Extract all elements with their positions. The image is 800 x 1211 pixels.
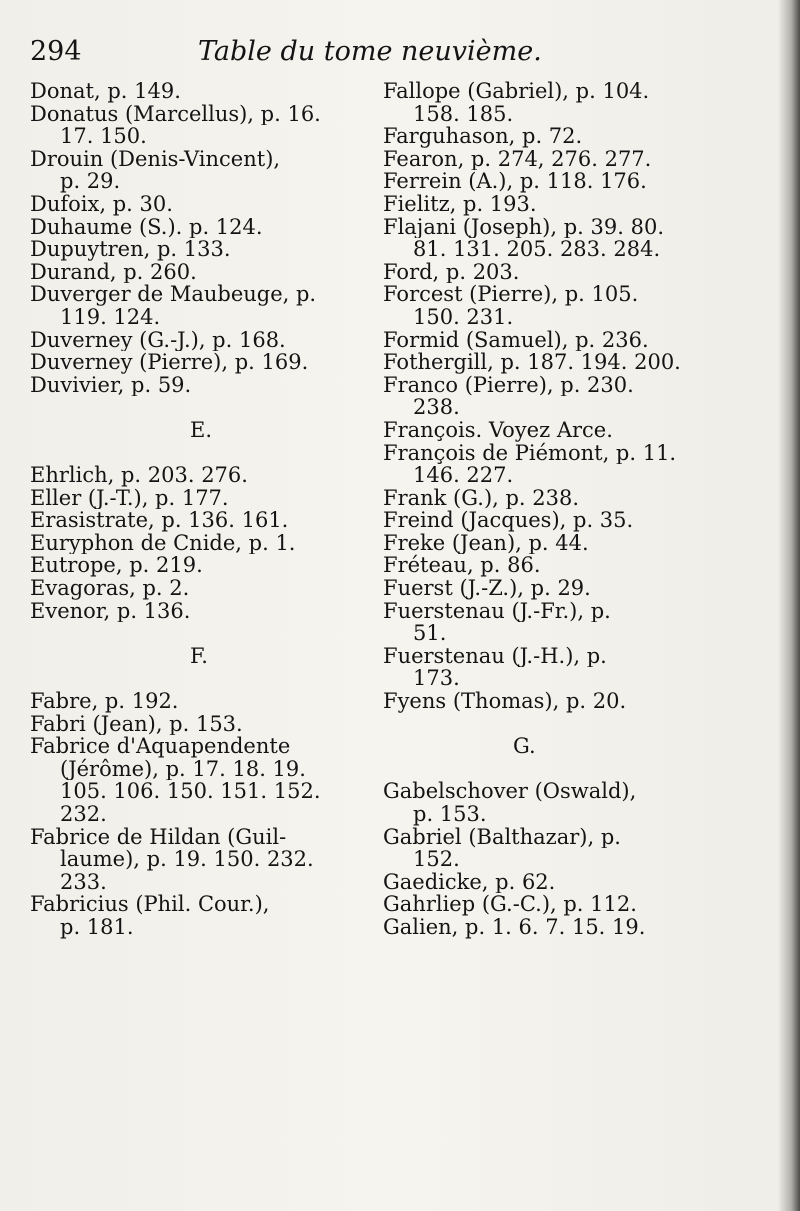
- entry-text: Fallope (Gabriel), p. 104.: [383, 80, 650, 103]
- entry-text: 238.: [413, 396, 460, 419]
- entry-text: (Jérôme), p. 17. 18. 19.: [60, 757, 306, 781]
- blank-line: [30, 442, 402, 465]
- entry-text: Fearon, p. 274, 276. 277.: [383, 147, 652, 171]
- entry-text: Evagoras, p. 2.: [30, 577, 190, 600]
- index-entry: [383, 871, 755, 894]
- entry-text: 146. 227.: [413, 464, 514, 487]
- index-entry: [383, 80, 755, 103]
- entry-text: Durand, p. 260.: [30, 260, 197, 284]
- index-entry: [30, 735, 402, 758]
- index-entry-continuation: [383, 306, 755, 329]
- entry-text: Gabriel (Balthazar), p.: [383, 825, 621, 849]
- entry-text: 81. 131. 205. 283. 284.: [413, 238, 661, 261]
- entry-text: 173.: [413, 667, 460, 691]
- index-entry: [383, 893, 755, 916]
- index-entry-continuation: [30, 758, 402, 781]
- running-title: Table du tome neuvième.: [198, 36, 542, 67]
- index-entry: [383, 916, 755, 939]
- index-entry: [30, 893, 402, 916]
- index-entry: [30, 283, 402, 306]
- entry-text: 150. 231.: [413, 305, 514, 329]
- entry-text: Eutrope, p. 219.: [30, 554, 203, 578]
- entry-text: Donatus (Marcellus), p. 16.: [30, 102, 321, 126]
- index-column-left: [30, 80, 402, 1190]
- entry-text: Freind (Jacques), p. 35.: [383, 509, 634, 532]
- page-number: 294: [30, 36, 82, 67]
- index-column-right: [383, 80, 755, 1190]
- entry-text: Formid (Samuel), p. 236.: [383, 328, 649, 352]
- index-entry: [383, 329, 755, 352]
- entry-text: 105. 106. 150. 151. 152.: [60, 780, 321, 803]
- index-entry: [30, 238, 402, 261]
- letter-heading: [383, 735, 755, 758]
- entry-text: Eller (J.-T.), p. 177.: [30, 486, 229, 510]
- page-edge-shadow: [778, 0, 800, 1211]
- entry-text: Duverger de Maubeuge, p.: [30, 283, 317, 306]
- entry-text: Ferrein (A.), p. 118. 176.: [383, 170, 647, 193]
- entry-text: Flajani (Joseph), p. 39. 80.: [383, 215, 664, 239]
- index-entry-continuation: [383, 622, 755, 645]
- index-entry: [30, 600, 402, 623]
- entry-text: E.: [190, 418, 213, 442]
- entry-text: Erasistrate, p. 136. 161.: [30, 509, 289, 532]
- entry-text: Dufoix, p. 30.: [30, 192, 173, 216]
- index-entry-continuation: [383, 103, 755, 126]
- index-entry-continuation: [30, 916, 402, 939]
- index-entry: [30, 826, 402, 849]
- entry-text: Fabre, p. 192.: [30, 690, 179, 713]
- index-entry-continuation: [30, 848, 402, 871]
- entry-text: G.: [513, 735, 536, 758]
- entry-text: Duvivier, p. 59.: [30, 373, 192, 397]
- entry-text: Fuerst (J.-Z.), p. 29.: [383, 577, 591, 600]
- index-entry: [383, 690, 755, 713]
- blank-line: [383, 758, 755, 781]
- entry-text: 119. 124.: [60, 305, 161, 329]
- entry-text: 51.: [413, 622, 447, 645]
- entry-text: p. 153.: [413, 803, 487, 826]
- entry-text: Fabrice d'Aquapendente: [30, 735, 291, 758]
- entry-text: Fabrice de Hildan (Guil-: [30, 825, 287, 849]
- letter-heading: [30, 645, 402, 668]
- index-entry: [383, 261, 755, 284]
- entry-text: Fielitz, p. 193.: [383, 192, 537, 216]
- entry-text: Forcest (Pierre), p. 105.: [383, 283, 639, 306]
- index-entry: [383, 509, 755, 532]
- entry-text: Ehrlich, p. 203. 276.: [30, 464, 248, 487]
- index-entry: [383, 780, 755, 803]
- entry-text: Evenor, p. 136.: [30, 599, 191, 623]
- entry-text: Fuerstenau (J.-H.), p.: [383, 644, 607, 668]
- index-entry: [383, 577, 755, 600]
- entry-text: 232.: [60, 803, 107, 826]
- index-entry-continuation: [30, 780, 402, 803]
- entry-text: Fuerstenau (J.-Fr.), p.: [383, 599, 611, 623]
- index-entry: [383, 532, 755, 555]
- index-entry: [30, 103, 402, 126]
- entry-text: 17. 150.: [60, 125, 147, 148]
- entry-text: Duverney (Pierre), p. 169.: [30, 351, 309, 374]
- index-entry: [383, 170, 755, 193]
- index-entry: [383, 283, 755, 306]
- index-entry: [30, 80, 402, 103]
- index-entry: [30, 193, 402, 216]
- entry-text: laume), p. 19. 150. 232.: [60, 848, 314, 871]
- blank-line: [30, 622, 402, 645]
- index-entry: [30, 487, 402, 510]
- entry-text: p. 181.: [60, 915, 134, 939]
- entry-text: F.: [190, 644, 208, 668]
- index-entry-continuation: [383, 848, 755, 871]
- index-entry: [30, 577, 402, 600]
- index-entry: [30, 690, 402, 713]
- index-entry: [383, 193, 755, 216]
- entry-text: Euryphon de Cnide, p. 1.: [30, 531, 296, 555]
- entry-text: p. 29.: [60, 170, 121, 193]
- index-entry-continuation: [30, 306, 402, 329]
- index-entry: [383, 216, 755, 239]
- index-entry: [30, 374, 402, 397]
- index-entry: [383, 125, 755, 148]
- entry-text: Duhaume (S.). p. 124.: [30, 215, 263, 239]
- blank-line: [30, 396, 402, 419]
- entry-text: Gaedicke, p. 62.: [383, 870, 556, 894]
- entry-text: Franco (Pierre), p. 230.: [383, 373, 634, 397]
- index-entry: [383, 419, 755, 442]
- index-entry: [30, 532, 402, 555]
- index-entry: [383, 374, 755, 397]
- blank-line: [30, 667, 402, 690]
- index-entry-continuation: [30, 871, 402, 894]
- letter-heading: [30, 419, 402, 442]
- index-entry: [383, 148, 755, 171]
- index-entry: [383, 487, 755, 510]
- index-entry: [383, 600, 755, 623]
- entry-text: Galien, p. 1. 6. 7. 15. 19.: [383, 915, 646, 939]
- entry-text: Drouin (Denis-Vincent),: [30, 147, 281, 171]
- index-entry-continuation: [383, 396, 755, 419]
- index-entry: [383, 645, 755, 668]
- index-entry: [30, 216, 402, 239]
- index-entry: [383, 351, 755, 374]
- entry-text: Ford, p. 203.: [383, 260, 520, 284]
- blank-line: [383, 713, 755, 736]
- entry-text: 158. 185.: [413, 102, 514, 126]
- index-entry: [30, 464, 402, 487]
- entry-text: 152.: [413, 848, 460, 871]
- index-entry-continuation: [383, 238, 755, 261]
- page-header: [30, 36, 750, 76]
- entry-text: Gabelschover (Oswald),: [383, 780, 637, 803]
- entry-text: Fréteau, p. 86.: [383, 554, 541, 578]
- index-entry-continuation: [30, 170, 402, 193]
- entry-text: Fabricius (Phil. Cour.),: [30, 893, 270, 916]
- index-entry-continuation: [30, 803, 402, 826]
- entry-text: François de Piémont, p. 11.: [383, 441, 677, 465]
- index-entry: [30, 509, 402, 532]
- index-entry: [30, 261, 402, 284]
- entry-text: Donat, p. 149.: [30, 80, 181, 103]
- index-entry: [383, 442, 755, 465]
- index-entry-continuation: [383, 667, 755, 690]
- index-entry: [383, 554, 755, 577]
- index-entry: [30, 351, 402, 374]
- index-entry: [30, 554, 402, 577]
- entry-text: Frank (G.), p. 238.: [383, 486, 580, 510]
- entry-text: Freke (Jean), p. 44.: [383, 531, 589, 555]
- index-entry-continuation: [383, 803, 755, 826]
- entry-text: Fothergill, p. 187. 194. 200.: [383, 351, 681, 374]
- index-entry: [30, 329, 402, 352]
- index-entry: [383, 826, 755, 849]
- index-entry-continuation: [383, 464, 755, 487]
- index-entry-continuation: [30, 125, 402, 148]
- entry-text: Farguhason, p. 72.: [383, 125, 583, 148]
- entry-text: Fabri (Jean), p. 153.: [30, 712, 243, 736]
- entry-text: Gahrliep (G.-C.), p. 112.: [383, 893, 637, 916]
- entry-text: 233.: [60, 870, 107, 894]
- index-entry: [30, 148, 402, 171]
- entry-text: Duverney (G.-J.), p. 168.: [30, 328, 286, 352]
- entry-text: Fyens (Thomas), p. 20.: [383, 690, 627, 713]
- entry-text: François. Voyez Arce.: [383, 418, 613, 442]
- index-entry: [30, 713, 402, 736]
- entry-text: Dupuytren, p. 133.: [30, 238, 231, 261]
